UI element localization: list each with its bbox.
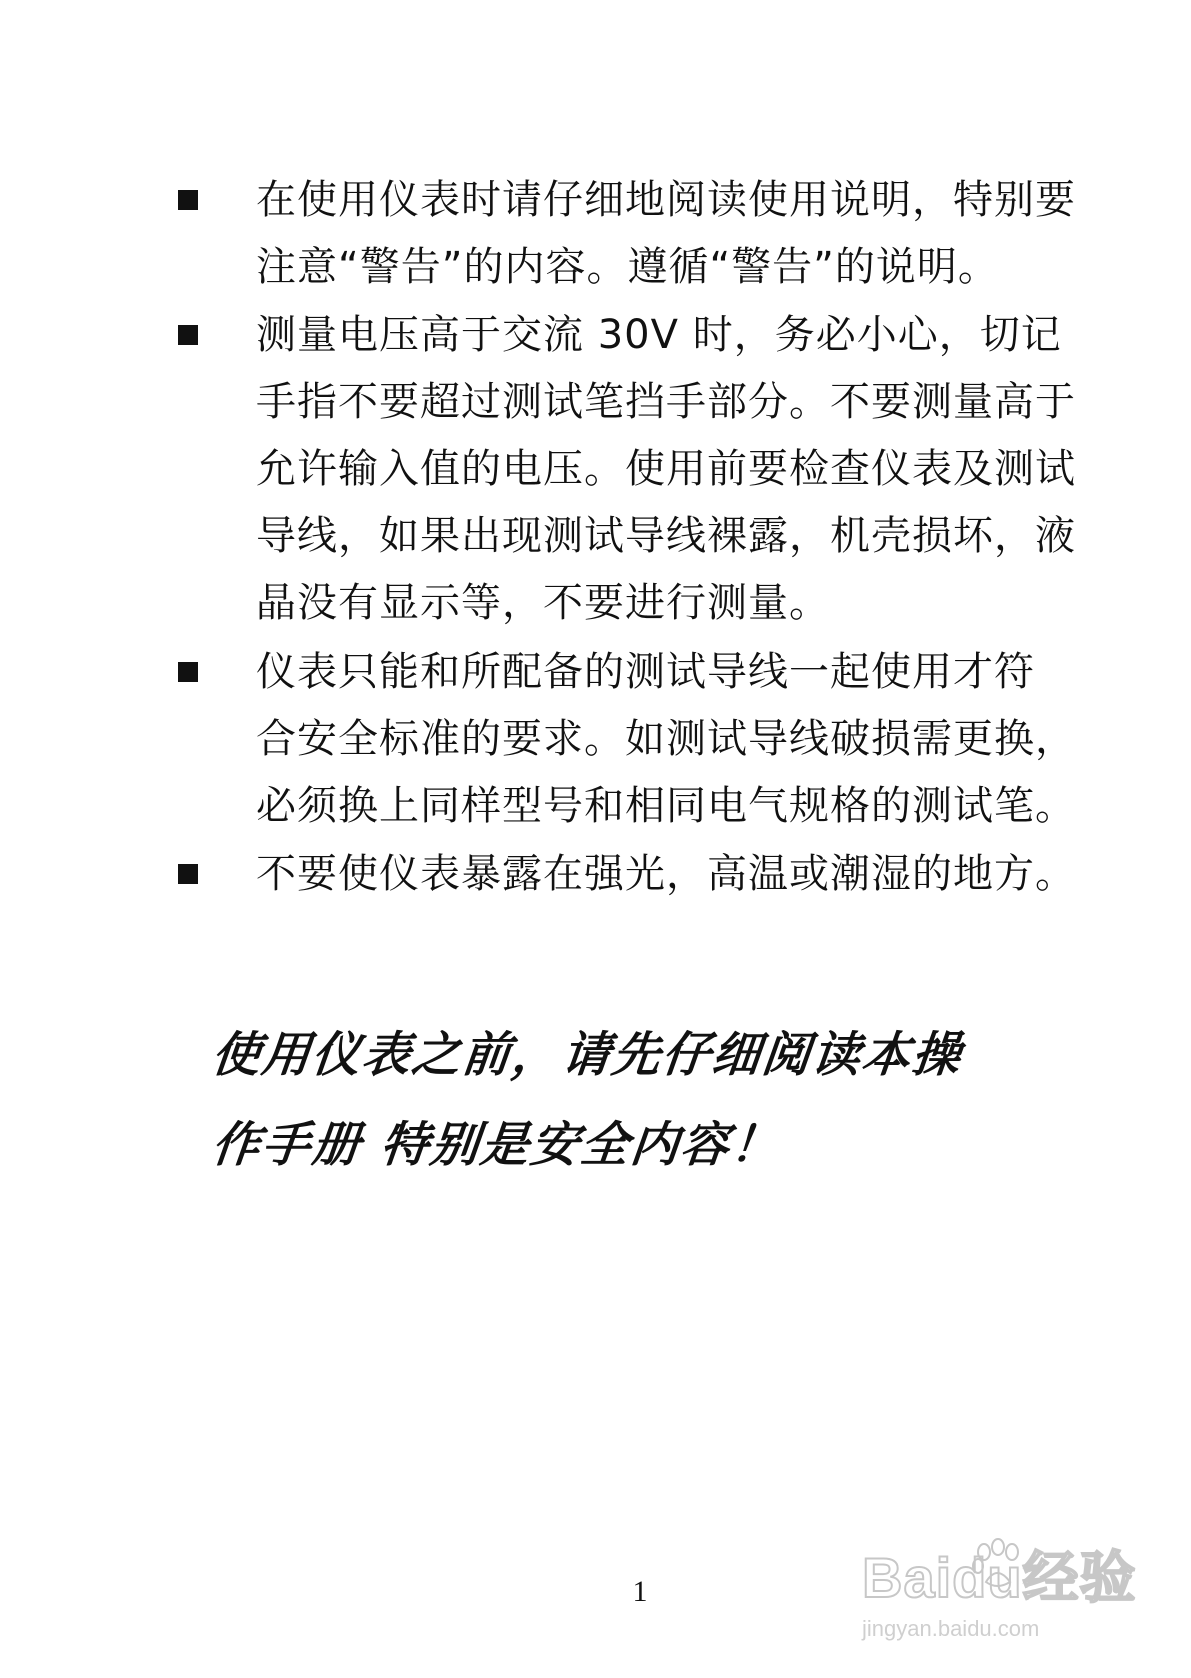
bullet-text-line: 手指不要超过测试笔挡手部分。不要测量高于	[256, 379, 1076, 425]
bullet-text-line: 不要使仪表暴露在强光，高温或潮湿的地方。	[256, 851, 1076, 897]
page-number: 1	[632, 1575, 648, 1608]
bullet-text-line: 合安全标准的要求。如测试导线破损需更换，	[256, 716, 1076, 762]
watermark-brand: Baidu经验	[862, 1546, 1137, 1609]
bullet-text-line: 注意“警告”的内容。遵循“警告”的说明。	[256, 244, 999, 290]
square-bullet-icon	[178, 864, 198, 884]
bullet-text-line: 晶没有显示等，不要进行测量。	[256, 580, 830, 626]
bullet-text-line: 必须换上同样型号和相同电气规格的测试笔。	[256, 783, 1076, 829]
notice-line: 使用仪表之前，请先仔细阅读本操	[209, 1027, 965, 1083]
bullet-text-line: 允许输入值的电压。使用前要检查仪表及测试	[256, 446, 1076, 492]
square-bullet-icon	[178, 325, 198, 345]
bullet-text-line: 导线，如果出现测试导线裸露，机壳损坏，液	[256, 513, 1076, 559]
bullet-text-line: 测量电压高于交流 30V 时，务必小心，切记	[256, 312, 1062, 358]
bullet-text-line: 在使用仪表时请仔细地阅读使用说明，特别要	[256, 177, 1076, 223]
notice-line: 作手册 特别是安全内容！	[209, 1117, 784, 1173]
watermark-url: jingyan.baidu.com	[862, 1616, 1040, 1641]
square-bullet-icon	[178, 190, 198, 210]
baidu-jingyan-watermark	[862, 1538, 1152, 1658]
square-bullet-icon	[178, 662, 198, 682]
bullet-text-line: 仪表只能和所配备的测试导线一起使用才符	[256, 649, 1035, 695]
